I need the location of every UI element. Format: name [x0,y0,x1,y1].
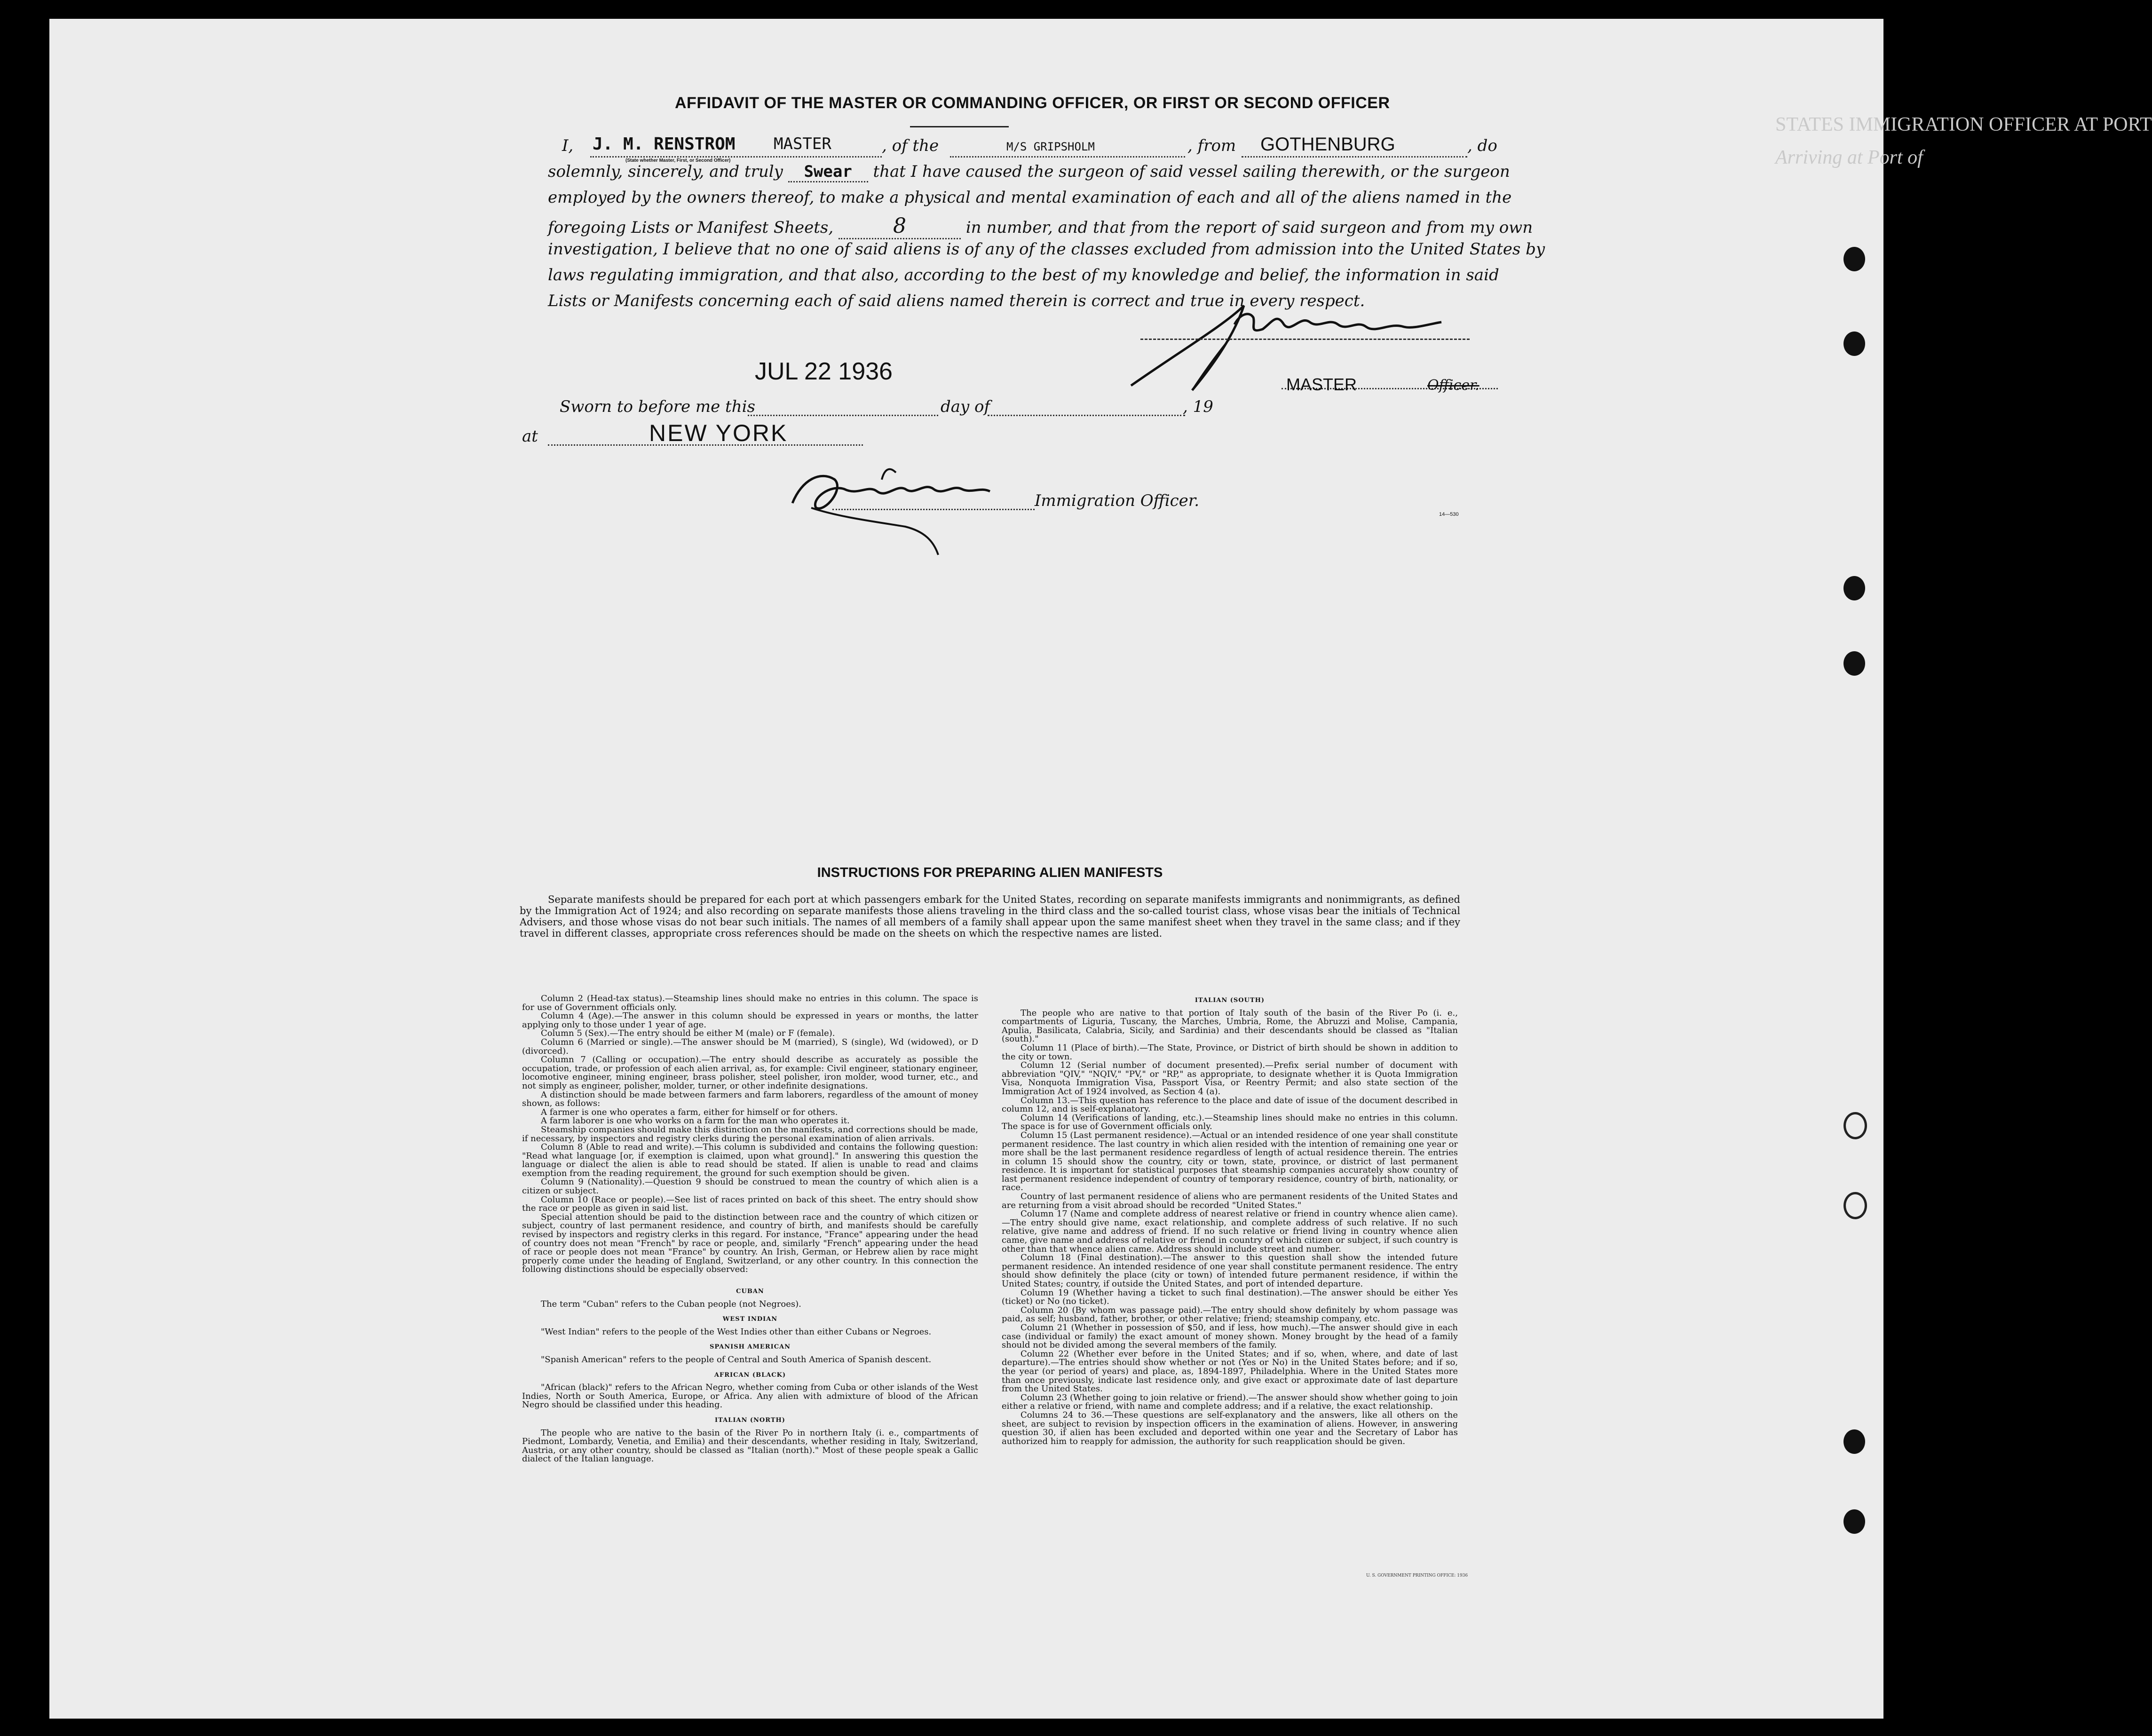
affidavit-line-4 [548,214,1533,239]
instruction-paragraph: Column 19 (Whether having a ticket to such final destination).—The answer should be either Yes (ticket) or No (no ticket). [1002,1287,1458,1307]
instruction-paragraph: Column 15 (Last permanent residence).—Actual or an intended residence of one year shall constitute permanent residence. The last country in which alien resided with the intention of remaining one year or more shall be the last permanent residence regardless of length of actual residence therein. The entries in column 15 should show the country, city or town, state, province, or district of last permanent residence. It is important for statistical purposes that steamship companies accurately show country of last permanent residence independent of country of temporary residence, country of birth, nationality, or race. [1002,1130,1458,1193]
line2-pre: solemnly, sincerely, and truly [548,162,783,181]
section-text: The people who are native to the basin of the River Po in northern Italy (i. e., compartments of Piedmont, Lombardy, Venetia, and Emilia) and their descendants, whether residing in Italy, Switzerland, Austria, or any other country, should be classed as "Italian (north)." Most of these people speak a Gallic dialect of the Italian language. [522,1428,978,1464]
bleed-line-2: Arriving at Port of [1775,147,1923,168]
bleed-through-text [1775,108,2152,343]
instruction-paragraph: Column 9 (Nationality).—Question 9 should be construed to mean the country of which alien is a citizen or subject. [522,1177,978,1196]
instruction-paragraph: Column 17 (Name and complete address of nearest relative or friend in country whence alien came).—The entry should give name, exact relationship, and complete address of such relative. If no such relative, give name and address of friend. If no such relative or friend living in country whence alien came, give name and address of relative or friend in country of which citizen or subject, if such country is other than that whence alien came. Address should include street and number. [1002,1209,1458,1254]
day-of-label: day of [941,397,990,416]
at-label: at [522,427,538,446]
section-heading-west-indian: WEST INDIAN [722,1316,778,1323]
instruction-paragraph: Column 12 (Serial number of document presented).—Prefix serial number of document with abbreviation "QIV," "NQIV," "PV," or "RP," as appropriate, to designate whether it is Quota Immigration Visa, Nonquota Immigration Visa, Passport Visa, or Reentry Permit; and also state section of the Immigration Act of 1924 involved, as Section 4 (a). [1002,1060,1458,1097]
instructions-section [520,865,1460,939]
section-text: The term "Cuban" refers to the Cuban people (not Negroes). [541,1299,801,1309]
manifest-back-page [49,19,2152,1719]
punch-hole [1843,247,1865,271]
printing-office-imprint: U. S. GOVERNMENT PRINTING OFFICE: 1936 [1366,1573,1468,1578]
instruction-paragraph: Steamship companies should make this distinction on the manifests, and corrections should be made, if necessary, by inspectors and registry clerks during the personal examination of alien arrivals. [522,1124,978,1144]
punch-hole [1843,1429,1865,1454]
oath-word: Swear [788,162,868,182]
punch-hole [1843,1192,1867,1219]
instruction-paragraph: A farm laborer is one who works on a farm for the man who operates it. [541,1116,850,1126]
instruction-paragraph: Column 20 (By whom was passage paid).—The entry should show definitely by whom passage was paid, as self; husband, father, brother, or other relative; friend; steamship company, etc. [1002,1305,1458,1324]
instruction-paragraph: Columns 24 to 36.—These questions are self-explanatory and the answers, like all others on the sheet, are subject to revision by inspection officers in the examination of aliens. However, in answering question 30, if alien has been excluded and deported within one year and the Secretary of Labor has authorized him to reapply for admission, the authority for such reapplication should be given. [1002,1410,1458,1446]
instruction-paragraph: Column 23 (Whether going to join relative or friend).—The answer should show whether going to join either a relative or friend, with name and complete address; and if a relative, the exact relationship. [1002,1392,1458,1412]
instruction-paragraph: Country of last permanent residence of aliens who are permanent residents of the United States and are returning from a visit abroad should be recorded "United States." [1002,1192,1458,1210]
instruction-paragraph: The people who are native to that portion of Italy south of the basin of the River Po (i. e., compartments of Liguria, Tuscany, the Marches, Umbria, Rome, the Abruzzi and Molise, Campania, Apulia, Basilicata, Calabria, Sicily, and Sardinia) and their descendants should be classed as "Italian (south)." [1002,1008,1458,1044]
instruction-paragraph: A distinction should be made between farmers and farm laborers, regardless of the amount of money shown, as follows: [522,1089,978,1109]
instruction-paragraph: Column 11 (Place of birth).—The State, Province, or District of birth should be shown in addition to the city or town. [1002,1042,1458,1062]
officer-title: Immigration Officer. [1035,491,1200,510]
instruction-paragraph: Column 18 (Final destination).—The answer to this question shall show the intended future permanent residence. An intended residence of one year shall constitute permanent residence. The entry should show definitely the place (city or town) of intended future permanent residence, if within the United States; country, if outside the United States, and port of intended departure. [1002,1253,1458,1289]
master-name: J. M. RENSTROM [593,134,736,154]
section-text: "African (black)" refers to the African Negro, whether coming from Cuba or other islands of the West Indies, North or South America, Europe, or Africa. Any alien with admixture of blood of the African Negro should be classified under this heading. [522,1382,978,1410]
officer-signature [783,451,1046,560]
month-fill-line [988,415,1185,416]
port-fill-line [1242,156,1467,158]
section-heading-italian-north: ITALIAN (NORTH) [715,1416,785,1424]
punch-hole [1843,331,1865,356]
instructions-intro: Separate manifests should be prepared for each port at which passengers embark for the United States, recording on separate manifests immigrants and nonimmigrants, as defined by the Immigration Act of 1924; and also recording on separate manifests those aliens traveling in the third class and the so-called tourist class, whose visas bear the initials of Technical Advisers, and those whose visas do not bear such initials. The names of all members of a family shall appear upon the same manifest sheet when they travel in the same class; and if they travel in different classes, appropriate cross references should be made on the sheets on which the respective names are listed. [520,894,1460,939]
port-name: GOTHENBURG [1260,134,1395,155]
instruction-paragraph: Column 21 (Whether in possession of $50, and if less, how much).—The answer should give in each case (individual or family) the exact amount of money shown. Money brought by the head of a family should not be divided among the several members of the family. [1002,1322,1458,1350]
affidavit-i: I, [562,136,574,155]
section-heading-cuban: CUBAN [736,1288,764,1295]
section-heading-african: AFRICAN (BLACK) [714,1371,786,1379]
affidavit-title: AFFIDAVIT OF THE MASTER OR COMMANDING OFFICER, OR FIRST OR SECOND OFFICER [675,94,1390,112]
instruction-paragraph: Column 2 (Head-tax status).—Steamship lines should make no entries in this column. The space is for use of Government officials only. [522,994,978,1012]
punch-hole [1843,576,1865,600]
instruction-paragraph: A farmer is one who operates a farm, either for himself or for others. [541,1107,838,1117]
section-text: "West Indian" refers to the people of the West Indies other than either Cubans or Negroes. [541,1326,932,1337]
signer-rank: MASTER [1286,375,1357,394]
line2-post: that I have caused the surgeon of said vessel sailing therewith, or the surgeon [873,162,1510,181]
signature-line [1140,339,1470,340]
year-prefix: , 19 [1183,397,1213,416]
section-heading-spanish-american: SPANISH AMERICAN [709,1343,791,1351]
instruction-paragraph: Column 14 (Verifications of landing, etc.).—Steamship lines should make no entries in this column. The space is for use of Government officials only. [1002,1113,1458,1132]
affidavit-line-6: laws regulating immigration, and that also, according to the best of my knowledge and belief, the information in said [548,266,1499,284]
vessel-name: M/S GRIPSHOLM [1006,140,1095,153]
instruction-paragraph: Column 22 (Whether ever before in the United States; and if so, when, where, and date of last departure).—The entries should show whether or not (Yes or No) in the United States before; and if so, the year (or period of years) and place, as, 1894-1897, Philadelphia. Where in the United States more than once previously, indicate last residence only, and give exact or approximate date of last departure from the United States. [1002,1349,1458,1394]
affidavit-line-7: Lists or Manifests concerning each of said aliens named therein is correct and true in every respect. [548,292,1365,310]
punch-hole [1843,1509,1865,1534]
officer-label: Officer. [1427,377,1480,394]
do-label: , do [1467,136,1497,155]
instruction-paragraph: Column 8 (Able to read and write).—This column is subdivided and contains the following question: "Read what language [or, if exemption is claimed, upon what ground]." In answering this question the language or dialect the alien is able to read should be stated. If alien is unable to read and claims exemption from the reading requirement, the ground for such exemption should be given. [522,1142,978,1178]
officer-fill-line [832,509,1035,510]
place: NEW YORK [649,420,788,446]
vessel-fill-line [950,156,1185,158]
line4-pre: foregoing Lists or Manifest Sheets, [548,218,834,237]
master-signature [1122,296,1460,418]
instruction-paragraph: Column 7 (Calling or occupation).—The entry should describe as accurately as possible the occupation, trade, or profession of each alien arrival, as, for example: Civil engineer, stationary engineer, locomotive engineer, mining engineer, brass polisher, steel polisher, iron molder, wood turner, etc., and not simply as engineer, polisher, molder, turner, or other indefinite designations. [522,1055,978,1091]
instruction-paragraph: Special attention should be paid to the distinction between race and the country of which citizen or subject, country of last permanent residence, and country of birth, and manifests should be carefully revised by inspectors and registry clerks in this regard. For instance, "France" appearing under the head of country does not mean "French" by race or people, and, similarly "French" appearing under the head of race or people does not mean "France" by country. An Irish, German, or Hebrew alien by race might properly come under the heading of England, Switzerland, or any other country. In this connection the following distinctions should be especially observed: [522,1212,978,1275]
punch-hole [1843,651,1865,676]
master-rank: MASTER [774,134,831,153]
instruction-paragraph: Column 5 (Sex).—The entry should be either M (male) or F (female). [541,1028,835,1039]
instructions-right-column [1002,990,1458,1446]
date-fill-line [748,415,938,416]
sheet-count: 8 [839,214,961,239]
instruction-paragraph: Column 4 (Age).—The answer in this column should be expressed in years or months, the latter applying only to those under 1 year of age. [522,1011,978,1030]
rank-note: (State whether Master, First, or Second Officer) [625,158,731,163]
spacer [522,1274,978,1281]
line4-post: in number, and that from the report of said surgeon and from my own [965,218,1533,237]
instruction-paragraph: Column 10 (Race or people).—See list of races printed on back of this sheet. The entry should show the race or people as given in said list. [522,1194,978,1214]
of-the-label: , of the [882,136,939,155]
section-heading-italian-south: ITALIAN (SOUTH) [1195,997,1265,1004]
affidavit-line-2 [548,162,1510,182]
punch-hole [1843,1112,1867,1139]
name-fill-line [590,156,882,158]
form-number: 14—530 [1439,512,1459,517]
affidavit-line-3: employed by the owners thereof, to make a physical and mental examination of each and all of the aliens named in the [548,188,1512,207]
from-label: , from [1187,136,1236,155]
section-text: "Spanish American" refers to the people of Central and South America of Spanish descent. [541,1354,932,1365]
instruction-paragraph: Column 6 (Married or single).—The answer should be M (married), S (single), Wd (widowed), or D (divorced). [522,1037,978,1056]
date-stamp: JUL 22 1936 [755,358,893,385]
instructions-left-column [522,994,978,1464]
bleed-line-1: STATES IMMIGRATION OFFICER AT PORT [1775,114,2152,135]
affidavit-line-5: investigation, I believe that no one of said aliens is of any of the classes excluded from admission into the United States by [548,240,1545,259]
instruction-paragraph: Column 13.—This question has reference to the place and date of issue of the document described in column 12, and is self-explanatory. [1002,1095,1458,1114]
sworn-label: Sworn to before me this [560,397,755,416]
title-rule [910,126,1009,127]
instructions-title: INSTRUCTIONS FOR PREPARING ALIEN MANIFESTS [817,865,1163,880]
